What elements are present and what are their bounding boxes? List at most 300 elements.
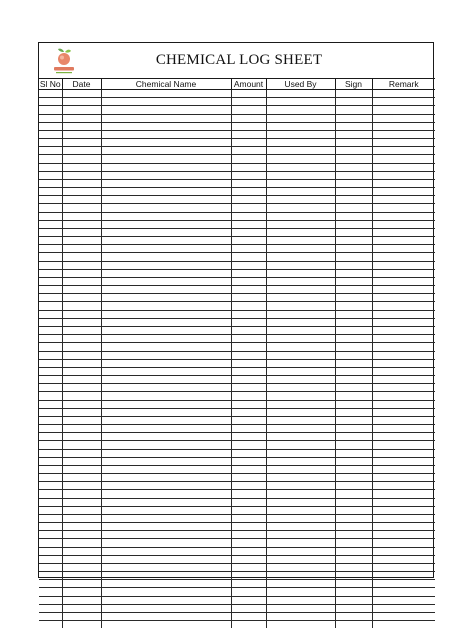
table-cell (335, 237, 372, 245)
table-cell (101, 441, 231, 449)
table-cell (39, 400, 62, 408)
table-cell (101, 326, 231, 334)
table-cell (62, 563, 101, 571)
table-cell (372, 425, 435, 433)
table-cell (101, 90, 231, 98)
table-cell (335, 384, 372, 392)
table-cell (39, 621, 62, 629)
table-row (39, 506, 435, 514)
table-cell (266, 122, 335, 130)
sheet-header (39, 43, 433, 78)
table-cell (101, 98, 231, 106)
table-cell (266, 457, 335, 465)
table-cell (231, 408, 266, 416)
table-cell (231, 621, 266, 629)
table-cell (266, 139, 335, 147)
table-cell (39, 90, 62, 98)
table-cell (39, 563, 62, 571)
table-cell (266, 204, 335, 212)
column-header-sl-no: Sl No (39, 78, 61, 89)
table-cell (39, 433, 62, 441)
table-cell (231, 277, 266, 285)
table-cell (372, 90, 435, 98)
table-cell (39, 106, 62, 114)
table-cell (62, 188, 101, 196)
table-cell (39, 523, 62, 531)
table-cell (335, 400, 372, 408)
chemical-log-sheet (38, 42, 434, 578)
table-cell (266, 400, 335, 408)
table-row (39, 596, 435, 604)
table-cell (62, 539, 101, 547)
table-cell (335, 310, 372, 318)
table-cell (266, 237, 335, 245)
table-cell (231, 318, 266, 326)
table-cell (101, 139, 231, 147)
table-cell (231, 220, 266, 228)
table-cell (62, 376, 101, 384)
table-cell (266, 433, 335, 441)
table-row (39, 441, 435, 449)
table-cell (62, 163, 101, 171)
table-row (39, 343, 435, 351)
table-cell (372, 613, 435, 621)
table-cell (266, 359, 335, 367)
table-cell (231, 514, 266, 522)
table-cell (62, 90, 101, 98)
table-cell (101, 498, 231, 506)
table-cell (335, 220, 372, 228)
table-row (39, 474, 435, 482)
table-cell (39, 449, 62, 457)
table-cell (372, 286, 435, 294)
table-cell (231, 351, 266, 359)
table-cell (62, 392, 101, 400)
table-cell (266, 482, 335, 490)
table-cell (62, 286, 101, 294)
table-cell (266, 376, 335, 384)
table-cell (39, 367, 62, 375)
table-cell (62, 506, 101, 514)
table-cell (62, 302, 101, 310)
table-row (39, 171, 435, 179)
table-row (39, 408, 435, 416)
table-row (39, 196, 435, 204)
table-cell (101, 277, 231, 285)
table-cell (101, 376, 231, 384)
table-cell (39, 343, 62, 351)
table-cell (231, 482, 266, 490)
table-cell (335, 228, 372, 236)
table-cell (39, 474, 62, 482)
table-cell (62, 588, 101, 596)
table-cell (62, 425, 101, 433)
table-cell (101, 425, 231, 433)
table-cell (335, 482, 372, 490)
table-cell (266, 613, 335, 621)
table-cell (266, 261, 335, 269)
table-cell (231, 204, 266, 212)
table-cell (39, 335, 62, 343)
table-cell (62, 351, 101, 359)
table-cell (266, 367, 335, 375)
table-cell (372, 408, 435, 416)
table-cell (101, 228, 231, 236)
table-cell (101, 212, 231, 220)
table-row (39, 90, 435, 98)
table-row (39, 163, 435, 171)
table-cell (372, 498, 435, 506)
table-cell (266, 212, 335, 220)
table-cell (335, 130, 372, 138)
table-cell (101, 596, 231, 604)
table-cell (335, 514, 372, 522)
table-row (39, 523, 435, 531)
table-cell (231, 147, 266, 155)
table-cell (39, 613, 62, 621)
table-cell (335, 286, 372, 294)
table-cell (231, 114, 266, 122)
table-cell (101, 474, 231, 482)
table-cell (231, 474, 266, 482)
table-cell (372, 261, 435, 269)
table-cell (335, 179, 372, 187)
table-cell (266, 253, 335, 261)
table-cell (62, 253, 101, 261)
table-cell (101, 621, 231, 629)
table-cell (372, 604, 435, 612)
column-header-used-by: Used By (266, 79, 335, 90)
table-cell (266, 106, 335, 114)
table-cell (39, 269, 62, 277)
table-cell (335, 588, 372, 596)
table-cell (266, 269, 335, 277)
table-cell (62, 245, 101, 253)
table-cell (335, 294, 372, 302)
table-cell (372, 269, 435, 277)
table-cell (39, 114, 62, 122)
table-cell (231, 343, 266, 351)
table-cell (101, 163, 231, 171)
table-row (39, 514, 435, 522)
table-cell (62, 212, 101, 220)
table-cell (101, 318, 231, 326)
table-cell (266, 392, 335, 400)
table-cell (62, 400, 101, 408)
table-cell (231, 90, 266, 98)
table-cell (266, 163, 335, 171)
table-cell (335, 147, 372, 155)
table-cell (266, 196, 335, 204)
table-row (39, 416, 435, 424)
table-row (39, 580, 435, 588)
table-cell (372, 531, 435, 539)
table-cell (39, 425, 62, 433)
table-cell (62, 572, 101, 580)
table-cell (62, 555, 101, 563)
table-cell (231, 613, 266, 621)
table-cell (101, 490, 231, 498)
table-cell (266, 188, 335, 196)
table-row (39, 122, 435, 130)
table-cell (231, 588, 266, 596)
table-cell (101, 261, 231, 269)
table-row (39, 155, 435, 163)
table-cell (39, 416, 62, 424)
table-cell (39, 98, 62, 106)
table-cell (231, 237, 266, 245)
table-cell (335, 261, 372, 269)
table-cell (101, 130, 231, 138)
table-cell (266, 294, 335, 302)
table-cell (335, 408, 372, 416)
table-cell (335, 90, 372, 98)
table-cell (62, 604, 101, 612)
table-cell (101, 555, 231, 563)
table-cell (62, 449, 101, 457)
table-row (39, 621, 435, 629)
table-cell (39, 572, 62, 580)
table-cell (266, 351, 335, 359)
table-cell (335, 335, 372, 343)
table-cell (266, 228, 335, 236)
table-cell (231, 580, 266, 588)
table-cell (101, 539, 231, 547)
table-cell (101, 343, 231, 351)
table-cell (101, 310, 231, 318)
table-cell (39, 318, 62, 326)
table-cell (101, 572, 231, 580)
table-cell (231, 539, 266, 547)
table-cell (62, 547, 101, 555)
table-cell (372, 457, 435, 465)
table-cell (335, 580, 372, 588)
table-row (39, 220, 435, 228)
table-cell (62, 326, 101, 334)
table-cell (101, 400, 231, 408)
table-row (39, 449, 435, 457)
table-cell (266, 335, 335, 343)
table-cell (101, 506, 231, 514)
table-cell (39, 294, 62, 302)
table-cell (372, 245, 435, 253)
table-cell (266, 441, 335, 449)
table-cell (101, 457, 231, 465)
table-cell (39, 547, 62, 555)
table-cell (62, 98, 101, 106)
table-cell (231, 416, 266, 424)
table-cell (39, 351, 62, 359)
table-cell (266, 531, 335, 539)
table-cell (231, 106, 266, 114)
table-cell (101, 604, 231, 612)
table-cell (372, 449, 435, 457)
table-cell (231, 555, 266, 563)
table-row (39, 572, 435, 580)
table-cell (39, 465, 62, 473)
table-cell (101, 392, 231, 400)
table-cell (231, 449, 266, 457)
table-cell (372, 220, 435, 228)
table-cell (39, 237, 62, 245)
table-cell (266, 384, 335, 392)
table-row (39, 98, 435, 106)
table-cell (335, 302, 372, 310)
table-cell (101, 122, 231, 130)
table-cell (39, 139, 62, 147)
table-row (39, 531, 435, 539)
table-cell (62, 441, 101, 449)
table-cell (335, 596, 372, 604)
table-cell (101, 335, 231, 343)
table-cell (335, 196, 372, 204)
table-cell (372, 474, 435, 482)
table-cell (62, 277, 101, 285)
table-cell (39, 122, 62, 130)
table-cell (335, 139, 372, 147)
table-cell (266, 408, 335, 416)
table-cell (335, 326, 372, 334)
table-cell (101, 237, 231, 245)
table-cell (372, 277, 435, 285)
table-cell (231, 441, 266, 449)
table-cell (231, 163, 266, 171)
table-cell (101, 433, 231, 441)
table-cell (372, 196, 435, 204)
table-cell (266, 523, 335, 531)
table-cell (266, 343, 335, 351)
table-cell (231, 286, 266, 294)
table-cell (39, 580, 62, 588)
table-cell (231, 425, 266, 433)
table-row (39, 302, 435, 310)
table-cell (372, 188, 435, 196)
table-cell (39, 253, 62, 261)
table-cell (372, 506, 435, 514)
table-cell (39, 359, 62, 367)
table-cell (372, 547, 435, 555)
table-cell (266, 506, 335, 514)
table-row (39, 392, 435, 400)
table-cell (266, 474, 335, 482)
table-row (39, 253, 435, 261)
table-cell (372, 376, 435, 384)
table-cell (335, 449, 372, 457)
table-cell (62, 269, 101, 277)
table-cell (372, 539, 435, 547)
table-cell (101, 204, 231, 212)
table-cell (372, 163, 435, 171)
table-cell (335, 523, 372, 531)
table-cell (62, 408, 101, 416)
table-cell (39, 531, 62, 539)
table-cell (39, 220, 62, 228)
table-cell (372, 114, 435, 122)
table-cell (62, 171, 101, 179)
table-cell (101, 245, 231, 253)
table-cell (62, 237, 101, 245)
table-cell (39, 326, 62, 334)
table-cell (39, 457, 62, 465)
table-cell (335, 425, 372, 433)
table-cell (101, 547, 231, 555)
table-cell (372, 98, 435, 106)
table-cell (101, 588, 231, 596)
table-cell (101, 359, 231, 367)
table-cell (101, 147, 231, 155)
table-cell (39, 392, 62, 400)
table-cell (372, 433, 435, 441)
table-cell (266, 171, 335, 179)
column-header-chemical-name: Chemical Name (101, 79, 231, 90)
table-cell (335, 376, 372, 384)
table-cell (372, 416, 435, 424)
table-cell (266, 498, 335, 506)
table-cell (266, 310, 335, 318)
table-cell (231, 523, 266, 531)
table-cell (62, 261, 101, 269)
table-cell (372, 596, 435, 604)
log-table-body (39, 90, 435, 629)
table-row (39, 555, 435, 563)
table-cell (62, 514, 101, 522)
table-cell (335, 367, 372, 375)
table-row (39, 498, 435, 506)
table-cell (372, 580, 435, 588)
table-cell (372, 367, 435, 375)
table-cell (372, 563, 435, 571)
table-cell (39, 188, 62, 196)
table-cell (335, 547, 372, 555)
table-cell (62, 220, 101, 228)
table-cell (231, 171, 266, 179)
table-cell (372, 359, 435, 367)
table-cell (101, 449, 231, 457)
table-cell (372, 318, 435, 326)
table-cell (62, 335, 101, 343)
table-cell (372, 482, 435, 490)
table-cell (62, 498, 101, 506)
table-cell (62, 196, 101, 204)
table-row (39, 130, 435, 138)
table-cell (62, 433, 101, 441)
table-cell (231, 261, 266, 269)
table-row (39, 384, 435, 392)
table-cell (266, 302, 335, 310)
table-cell (335, 604, 372, 612)
table-cell (101, 531, 231, 539)
table-cell (372, 588, 435, 596)
table-cell (266, 220, 335, 228)
table-cell (231, 196, 266, 204)
table-cell (231, 367, 266, 375)
table-cell (39, 302, 62, 310)
table-cell (231, 490, 266, 498)
table-cell (372, 253, 435, 261)
table-row (39, 188, 435, 196)
table-cell (266, 326, 335, 334)
table-cell (335, 122, 372, 130)
column-header-sign: Sign (335, 79, 372, 90)
table-cell (101, 465, 231, 473)
table-cell (101, 179, 231, 187)
table-cell (39, 147, 62, 155)
table-cell (231, 433, 266, 441)
table-row (39, 433, 435, 441)
column-header-remark: Remark (372, 79, 435, 90)
table-cell (266, 277, 335, 285)
table-cell (231, 376, 266, 384)
